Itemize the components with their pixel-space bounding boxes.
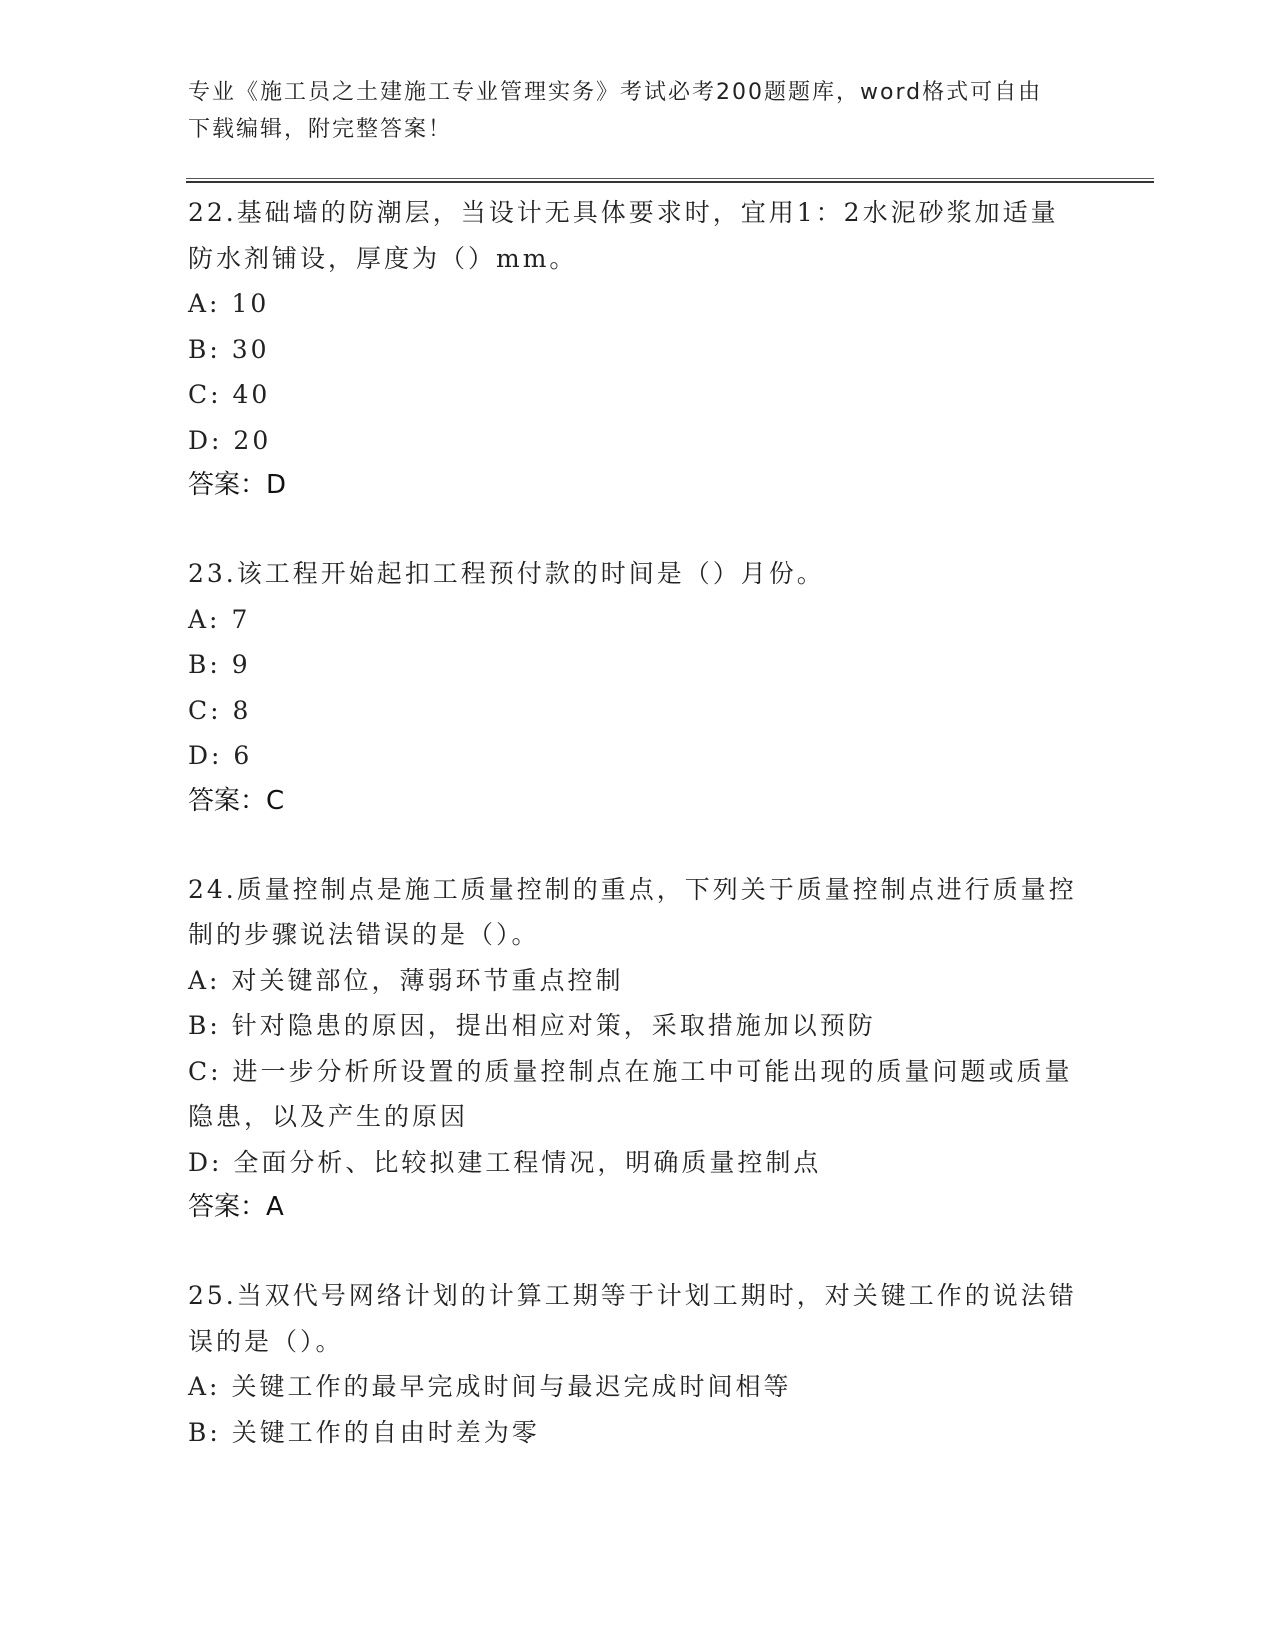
question-24 bbox=[188, 867, 1088, 1231]
option-c: C: 40 bbox=[188, 380, 271, 409]
question-list bbox=[188, 190, 1088, 1498]
option-a: A: 7 bbox=[188, 604, 251, 634]
question-text: 22.基础墙的防潮层，当设计无具体要求时，宜用1：2水泥砂浆加适量防水剂铺设，厚度为（）mm。 bbox=[188, 198, 1059, 273]
option-c: C: 8 bbox=[188, 695, 252, 725]
answer: 答案：A bbox=[188, 1192, 284, 1222]
question-text: 23.该工程开始起扣工程预付款的时间是（）月份。 bbox=[188, 559, 825, 588]
question-25 bbox=[188, 1273, 1088, 1455]
header-divider bbox=[186, 178, 1154, 183]
option-c: C: 进一步分析所设置的质量控制点在施工中可能出现的质量问题或质量隐患，以及产生的原因 bbox=[188, 1056, 1073, 1131]
option-a: A: 关键工作的最早完成时间与最迟完成时间相等 bbox=[188, 1372, 792, 1401]
answer: 答案：D bbox=[188, 470, 287, 500]
document-header bbox=[188, 74, 1068, 148]
option-a: A: 10 bbox=[188, 289, 270, 318]
option-b: B: 针对隐患的原因，提出相应对策，采取措施加以预防 bbox=[188, 1011, 876, 1040]
option-b: B: 9 bbox=[188, 650, 251, 679]
option-b: B: 关键工作的自由时差为零 bbox=[188, 1417, 540, 1447]
answer: 答案：C bbox=[188, 785, 285, 816]
option-d: D: 全面分析、比较拟建工程情况，明确质量控制点 bbox=[188, 1147, 822, 1177]
question-22 bbox=[188, 190, 1088, 508]
question-text: 25.当双代号网络计划的计算工期等于计划工期时，对关键工作的说法错误的是（）。 bbox=[188, 1281, 1077, 1356]
option-b: B: 30 bbox=[188, 334, 270, 364]
header-line-2: 下载编辑，附完整答案！ bbox=[188, 117, 453, 142]
option-a: A: 对关键部位，薄弱环节重点控制 bbox=[188, 965, 624, 995]
question-23 bbox=[188, 551, 1088, 824]
option-d: D: 6 bbox=[188, 741, 253, 770]
question-text: 24.质量控制点是施工质量控制的重点，下列关于质量控制点进行质量控制的步骤说法错误的是（）。 bbox=[188, 874, 1077, 949]
header-line-1: 专业《施工员之土建施工专业管理实务》考试必考200题题库，word格式可自由 bbox=[188, 80, 1043, 105]
option-d: D: 20 bbox=[188, 425, 272, 455]
